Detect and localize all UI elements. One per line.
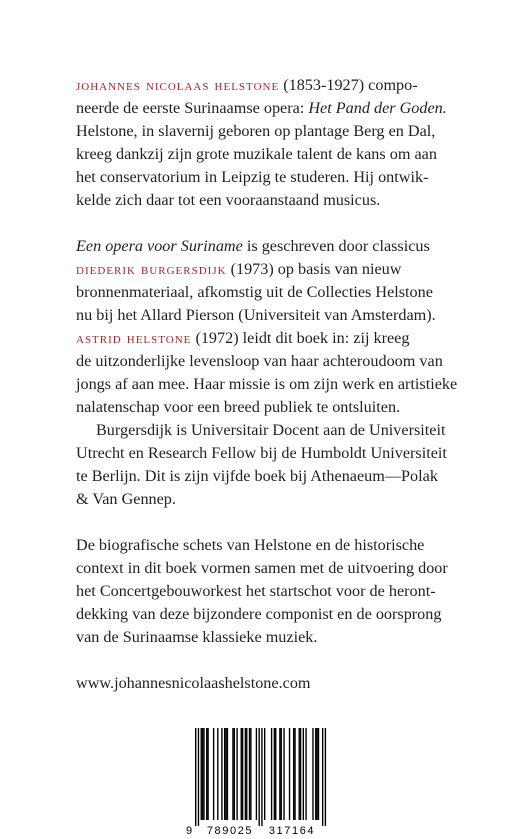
p4-line2: context in dit boek vormen samen met de uitvoering door <box>76 559 448 577</box>
book-title: Een opera voor Suriname <box>76 237 243 255</box>
barcode-bar <box>245 728 246 820</box>
paragraph-context <box>76 534 468 649</box>
barcode-bar <box>279 728 280 820</box>
barcode-bar <box>224 728 225 820</box>
p2-line7: jongs af aan mee. Haar missie is om zijn werk en artistieke <box>76 375 458 393</box>
barcode-graphic <box>177 722 341 839</box>
p1-line4: kreeg dankzij zijn grote muzikale talent de kans om aan <box>76 145 437 163</box>
barcode-bar <box>258 728 259 826</box>
barcode-right-digits: 317164 <box>268 825 316 837</box>
barcode-bar <box>198 728 199 826</box>
barcode-first-digit: 9 <box>186 825 193 837</box>
barcode-bar <box>249 728 250 820</box>
barcode-bar <box>232 728 233 820</box>
barcode-bar <box>241 728 242 820</box>
barcode-bar <box>316 728 317 820</box>
p3-line4: & Van Gennep. <box>76 490 176 508</box>
barcode-bar <box>274 728 275 820</box>
barcode-bar <box>221 728 222 820</box>
p3-line3: te Berlijn. Dit is zijn vijfde boek bij Athenaeum—Polak <box>76 467 438 485</box>
p1-line6: kelde zich daar tot een vooraanstaand musicus. <box>76 191 381 209</box>
p3-line1: Burgersdijk is Universitair Docent aan de Universiteit <box>96 421 446 439</box>
barcode-bar <box>250 728 251 820</box>
barcode-bar <box>305 728 306 820</box>
p2-line4: nu bij het Allard Pierson (Universiteit van Amsterdam). <box>76 306 436 324</box>
barcode-bar <box>242 728 243 820</box>
author-name-astrid-helstone: astrid helstone <box>76 329 192 347</box>
p2-line6: de uitzonderlijke levensloop van haar achteroudoom van <box>76 352 443 370</box>
barcode-left-digits: 789025 <box>206 825 254 837</box>
barcode-bar <box>303 728 304 820</box>
p2-line1-rest: is geschreven door classicus <box>242 237 430 255</box>
website-url: www.johannesnicolaashelstone.com <box>76 674 311 692</box>
isbn-barcode <box>177 722 341 839</box>
author-name-helstone: johannes nicolaas helstone <box>76 76 280 94</box>
p4-line4: dekking van deze bijzondere componist en de oorsprong <box>76 605 442 623</box>
barcode-bar <box>271 728 272 820</box>
author-name-burgersdijk: diederik burgersdijk <box>76 260 227 278</box>
p2-line5-rest: (1972) leidt dit boek in: zij kreeg <box>191 329 410 347</box>
p4-line1: De biografische schets van Helstone en de historische <box>76 536 425 554</box>
p3-line2: Utrecht en Research Fellow bij de Humboldt Universiteit <box>76 444 447 462</box>
p2-line8: nalatenschap voor een breed publiek te ontsluiten. <box>76 398 401 416</box>
barcode-bar <box>293 728 294 820</box>
barcode-bar <box>234 728 235 820</box>
barcode-bar <box>203 728 204 820</box>
barcode-bar <box>261 728 262 826</box>
barcode-bar <box>299 728 300 820</box>
barcode-bar <box>275 728 276 820</box>
barcode-bar <box>256 728 257 820</box>
barcode-bar <box>312 728 313 820</box>
barcode-bar <box>201 728 202 820</box>
barcode-bar <box>246 728 247 820</box>
opera-title: Het Pand der Goden. <box>308 99 447 117</box>
barcode-bar <box>315 728 316 820</box>
p2-line3: bronnenmateriaal, afkomstig uit de Collecties Helstone <box>76 283 433 301</box>
barcode-bar <box>322 728 323 826</box>
barcode-bar <box>264 728 265 820</box>
barcode-bar <box>300 728 301 820</box>
barcode-bar <box>318 728 319 820</box>
paragraph-intro <box>76 74 468 212</box>
barcode-bar <box>213 728 214 820</box>
p1-line3: Helstone, in slavernij geboren op plantage Berg en Dal, <box>76 122 436 140</box>
barcode-bar <box>206 728 207 820</box>
barcode-bar <box>195 728 196 826</box>
p4-line5: van de Surinaamse klassieke muziek. <box>76 628 318 646</box>
p4-line3: het Concertgebouworkest het startschot voor de heront- <box>76 582 436 600</box>
barcode-bar <box>289 728 290 820</box>
barcode-bar <box>294 728 295 820</box>
barcode-bar <box>225 728 226 820</box>
barcode-bar <box>227 728 228 820</box>
barcode-bar <box>281 728 282 820</box>
p1-line2: neerde de eerste Surinaamse opera: <box>76 99 309 117</box>
p1-line5: het conservatorium in Leipzig te studeren. Hij ontwik- <box>76 168 429 186</box>
barcode-bar <box>283 728 284 820</box>
barcode-bar <box>202 728 203 820</box>
barcode-bar <box>236 728 237 820</box>
p2-line2-rest: (1973) op basis van nieuw <box>226 260 402 278</box>
blurb-text <box>76 74 468 695</box>
paragraph-bio <box>76 419 468 511</box>
paragraph-authors <box>76 235 468 419</box>
barcode-bar <box>207 728 208 820</box>
barcode-bar <box>217 728 218 820</box>
p1-line1-rest: (1853-1927) compo- <box>279 76 418 94</box>
barcode-bar <box>325 728 326 826</box>
